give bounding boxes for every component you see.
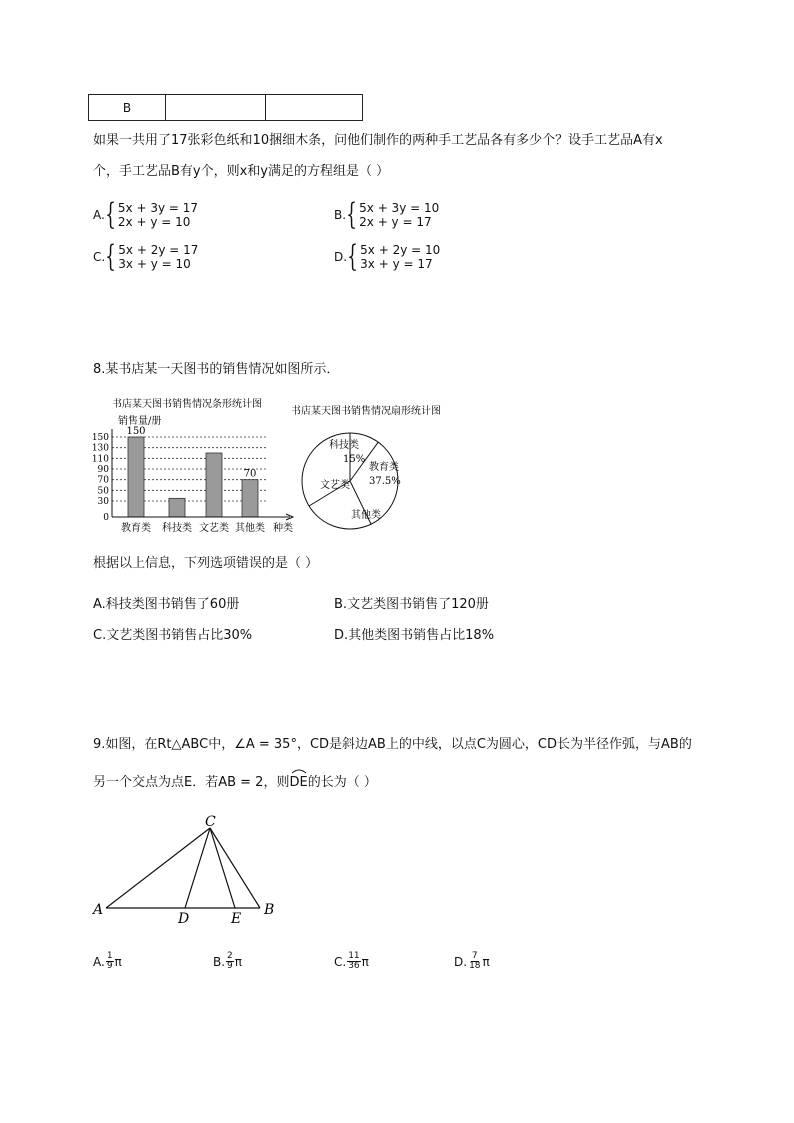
q7-option-d[interactable] [334, 239, 441, 274]
option-label: C. [334, 954, 347, 969]
equation-system [360, 243, 440, 271]
q7-stem-line1: 如果一共用了17张彩色纸和10捆细木条，问他们制作的两种手工艺品各有多少个？设手工艺品A有x [93, 133, 663, 148]
numerator: 1 [106, 951, 113, 961]
numerator: 11 [348, 951, 360, 961]
arc-icon [290, 768, 308, 774]
numerator: 2 [227, 951, 233, 961]
x-category-label: 教育类 [121, 523, 151, 534]
pie-chart [289, 400, 469, 535]
option-label: A. [93, 597, 106, 612]
pie-value-science: 15% [343, 454, 366, 465]
option-label: B. [213, 954, 226, 969]
pi-symbol: π [361, 954, 369, 969]
q8-stem: 8.某书店某一天图书的销售情况如图所示． [93, 362, 340, 377]
q8-option-c[interactable] [93, 628, 252, 644]
equation-2: 2x + y = 17 [359, 215, 432, 229]
brace-icon: { [347, 239, 358, 274]
equation-2: 3x + y = 17 [360, 257, 433, 271]
segment-bc [210, 828, 260, 908]
bar-value-label: 150 [126, 426, 146, 437]
q7-option-b[interactable] [334, 197, 440, 232]
y-tick-label: 110 [91, 454, 109, 465]
table-cell-empty [166, 95, 266, 120]
pi-symbol: π [234, 954, 243, 969]
pi-symbol: π [114, 954, 122, 969]
numerator: 7 [471, 951, 478, 961]
bar-其他类 [242, 480, 258, 517]
arc-de [289, 775, 307, 791]
option-text: 科技类图书销售了60册 [105, 597, 240, 612]
bar-chart [90, 393, 300, 538]
bar-chart-xlabel: 种类 [273, 523, 293, 534]
q7-option-a[interactable] [93, 197, 199, 232]
y-tick-label: 50 [97, 486, 109, 497]
point-b-label: B [264, 902, 275, 918]
option-text: 其他类图书销售占比18% [348, 628, 495, 643]
q9-option-c[interactable] [334, 952, 369, 971]
equation-2: 2x + y = 10 [117, 215, 191, 229]
denominator: 36 [348, 961, 360, 971]
answer-table-row [88, 94, 363, 121]
y-tick-label: 150 [91, 433, 109, 443]
brace-icon: { [105, 197, 116, 232]
q8-option-a[interactable] [93, 597, 239, 613]
y-tick-label: 130 [91, 443, 109, 454]
segment-cd [185, 828, 210, 908]
bar-科技类 [169, 498, 185, 517]
q9-option-d[interactable] [454, 952, 490, 971]
point-c-label: C [205, 814, 216, 830]
equation-system [359, 201, 439, 229]
q9-stem-line2 [93, 775, 377, 791]
table-cell-empty [266, 95, 362, 120]
y-tick-label: 30 [97, 497, 109, 507]
option-label: D. [454, 954, 468, 969]
q9-stem-line2-pre: 另一个交点为点E．若AB = 2，则 [93, 775, 290, 790]
denominator: 18 [469, 961, 481, 971]
brace-icon: { [346, 197, 357, 232]
equation-1: 5x + 2y = 17 [118, 243, 199, 257]
q7-option-c[interactable] [93, 239, 199, 274]
equation-1: 5x + 3y = 10 [359, 201, 440, 215]
q8-question: 根据以上信息，下列选项错误的是（ ） [93, 556, 319, 571]
option-label: B. [334, 208, 347, 222]
bar-教育类 [128, 437, 144, 517]
segment-ac [106, 828, 210, 908]
y-tick-label: 0 [103, 513, 109, 523]
q8-option-d[interactable] [334, 628, 494, 644]
x-category-label: 其他类 [235, 523, 265, 534]
pie-label-other: 其他类 [351, 510, 381, 521]
pie-chart-title: 书店某天图书销售情况扇形统计图 [291, 406, 441, 417]
option-label: A. [93, 208, 105, 222]
q9-stem-line2-post: 的长为（ ） [307, 775, 377, 790]
equation-1: 5x + 3y = 17 [117, 201, 199, 215]
fraction [106, 952, 114, 971]
segment-ce [210, 828, 235, 908]
bar-chart-title: 书店某天图书销售情况条形统计图 [112, 399, 262, 410]
pie-value-education: 37.5% [369, 476, 401, 487]
option-label: D. [334, 250, 348, 264]
denominator: 9 [227, 961, 233, 971]
equation-2: 3x + y = 10 [118, 257, 191, 271]
bar-chart-ylabel: 销售量/册 [118, 416, 162, 427]
equation-system [118, 243, 198, 271]
x-category-label: 文艺类 [199, 523, 229, 534]
triangle-figure [88, 810, 288, 930]
option-label: C. [93, 628, 107, 643]
arc-label: DE [289, 775, 308, 790]
point-a-label: A [93, 902, 104, 918]
equation-1: 5x + 2y = 10 [360, 243, 441, 257]
option-label: B. [334, 597, 348, 612]
q9-option-b[interactable] [213, 952, 242, 971]
pi-symbol: π [482, 954, 490, 969]
option-label: C. [93, 250, 106, 264]
q9-option-a[interactable] [93, 952, 122, 971]
pie-label-education: 教育类 [369, 462, 399, 473]
point-d-label: D [178, 911, 190, 927]
option-text: 文艺类图书销售了120册 [347, 597, 489, 612]
option-label: A. [93, 954, 105, 969]
y-tick-label: 90 [97, 465, 109, 475]
q7-stem-line2: 个，手工艺品B有y个，则x和y满足的方程组是（ ） [93, 164, 390, 179]
denominator: 9 [106, 961, 113, 971]
bar-value-label: 70 [243, 468, 257, 480]
y-tick-label: 70 [97, 475, 109, 486]
bar-文艺类 [206, 453, 222, 517]
table-cell-label: B [89, 95, 166, 120]
brace-icon: { [105, 239, 117, 274]
pie-label-literature: 文艺类 [320, 480, 350, 491]
fraction [347, 952, 360, 971]
option-label: D. [334, 628, 349, 643]
equation-system [118, 201, 198, 229]
fraction [226, 952, 234, 971]
q9-stem-line1: 9.如图，在Rt△ABC中，∠A = 35°，CD是斜边AB上的中线，以点C为圆心，CD长为半径作弧，与AB的 [93, 737, 692, 752]
q8-option-b[interactable] [334, 597, 489, 613]
fraction [468, 952, 481, 971]
x-category-label: 科技类 [162, 523, 192, 534]
option-text: 文艺类图书销售占比30% [106, 628, 253, 643]
point-e-label: E [231, 911, 242, 927]
pie-label-science: 科技类 [329, 440, 359, 451]
